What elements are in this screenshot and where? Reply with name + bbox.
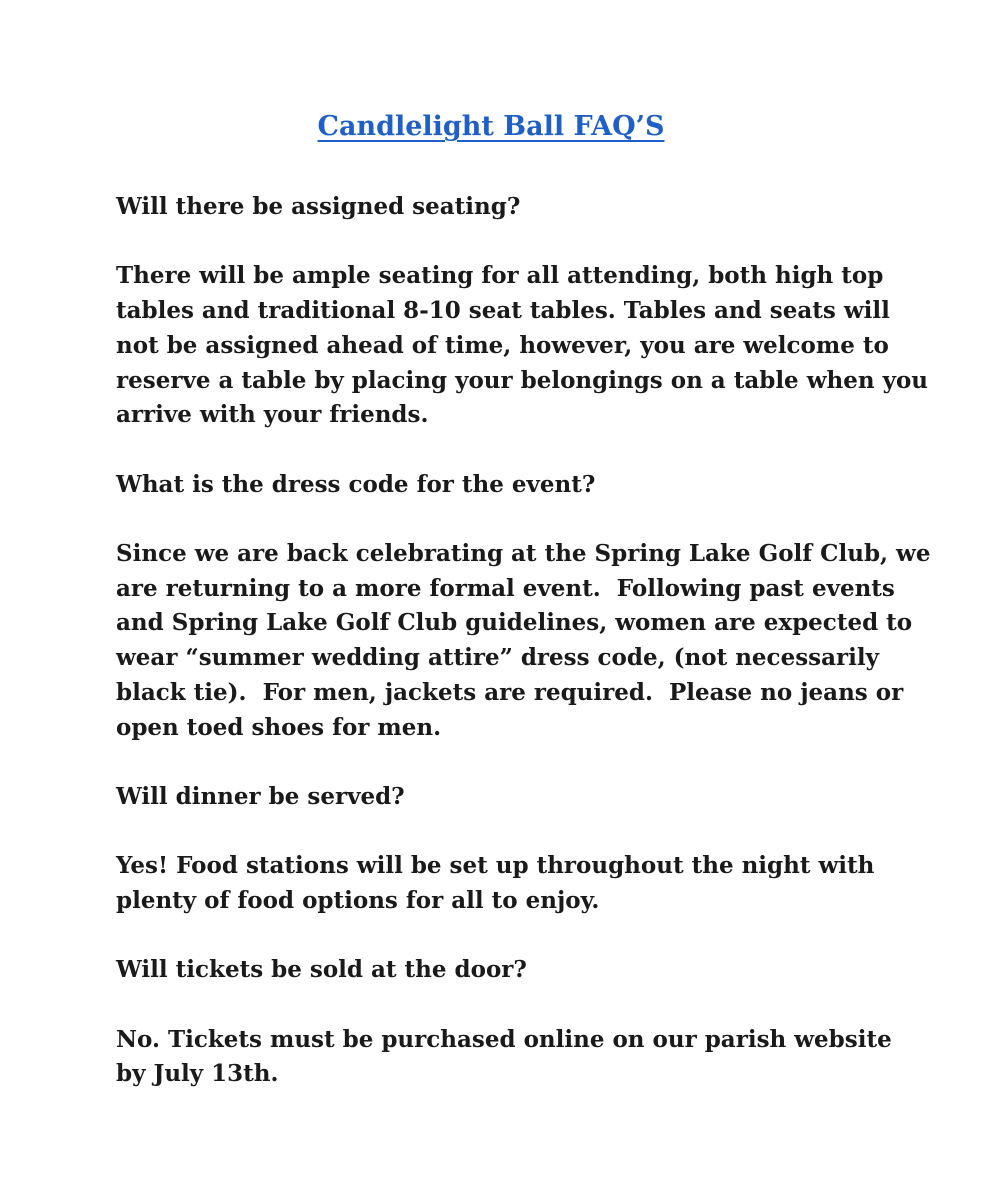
- faq-answer-line: black tie). For men, jackets are required. Please no jeans or: [116, 678, 904, 706]
- faq-answer-line: wear “summer wedding attire” dress code, (not necessarily: [116, 644, 879, 672]
- spacer: [116, 502, 876, 537]
- faq-answer-line: There will be ample seating for all attending, both high top: [116, 262, 884, 290]
- faq-answer-line: and Spring Lake Golf Club guidelines, women are expected to: [116, 609, 913, 637]
- faq-answer-line: arrive with your friends.: [116, 401, 429, 429]
- faq-answer-line: open toed shoes for men.: [116, 713, 442, 741]
- faq-question: Will there be assigned seating?: [116, 193, 521, 220]
- faq-answer-line: by July 13th.: [116, 1060, 279, 1088]
- faq-answer-line: No. Tickets must be purchased online on our parish website: [116, 1025, 892, 1053]
- faq-answer-line: are returning to a more formal event. Following past events: [116, 574, 895, 602]
- spacer: [116, 225, 876, 260]
- spacer: [116, 433, 876, 468]
- faq-answer-line: reserve a table by placing your belongings on a table when you: [116, 366, 929, 394]
- faq-question: Will tickets be sold at the door?: [116, 956, 527, 984]
- faq-answer-line: Yes! Food stations will be set up throughout the night with: [116, 852, 875, 880]
- faq-list: [116, 190, 931, 1092]
- faq-answer-line: not be assigned ahead of time, however, you are welcome to: [116, 331, 889, 359]
- faq-answer-line: tables and traditional 8-10 seat tables. Tables and seats will: [116, 297, 890, 325]
- faq-answer-line: plenty of food options for all to enjoy.: [116, 886, 600, 914]
- spacer: [116, 745, 876, 780]
- spacer: [116, 815, 876, 850]
- spacer: [116, 919, 876, 954]
- faq-question: Will dinner be served?: [116, 782, 405, 810]
- faq-question: What is the dress code for the event?: [116, 470, 596, 498]
- spacer: [116, 988, 876, 1023]
- page-title: Candlelight Ball FAQ’S: [317, 111, 665, 142]
- faq-answer-line: Since we are back celebrating at the Spring Lake Golf Club, we: [116, 539, 931, 567]
